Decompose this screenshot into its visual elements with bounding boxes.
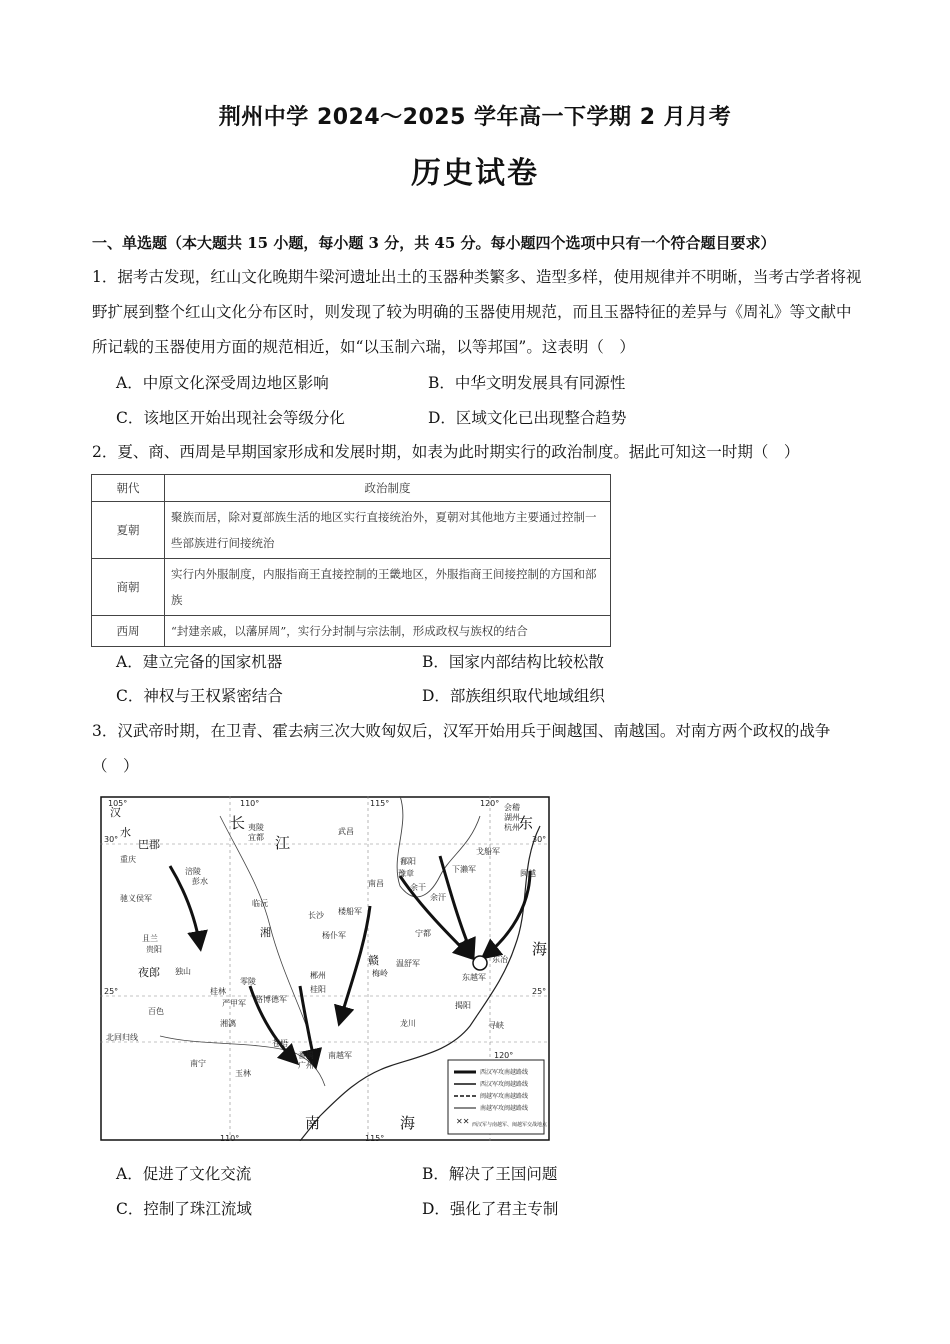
place-label: 桂阳 <box>310 985 326 994</box>
legend-label: 西汉军与南越军、闽越军交战地点 <box>472 1122 548 1128</box>
subject-title: 历史试卷 <box>411 156 539 191</box>
place-label: 重庆 <box>120 855 136 864</box>
q2-option-a[interactable]: A．建立完备的国家机器 <box>116 653 283 671</box>
region-label: 海 <box>532 940 548 958</box>
place-label: 东越军 <box>462 973 486 982</box>
coord-label: 105° <box>108 799 128 808</box>
table-row <box>92 559 611 616</box>
place-label: 苍梧 <box>272 1039 288 1048</box>
place-label: 临沅 <box>252 899 268 908</box>
place-label: 南昌 <box>368 879 384 888</box>
place-label: 东冶 <box>492 955 508 964</box>
question-2-stem: 2．夏、商、西周是早期国家形成和发展时期，如表为此时期实行的政治制度。据此可知这一时期（ ） <box>92 443 800 461</box>
place-label: 玉林 <box>235 1069 251 1078</box>
table-cell-system: 实行内外服制度，内服指商王直接控制的王畿地区，外服指商王间接控制的方国和部族 <box>165 559 611 616</box>
dongye-battle-marker <box>473 956 487 970</box>
region-label: 长 <box>230 814 246 832</box>
legend-label: 西汉军攻南越路线 <box>480 1069 529 1076</box>
place-label: 宜都 <box>248 833 264 842</box>
place-label: 南宁 <box>190 1059 206 1068</box>
coord-label: 120° <box>494 1051 514 1060</box>
place-label: 贵阳 <box>146 945 162 954</box>
place-label: 零陵 <box>240 977 256 986</box>
place-label: 桂林 <box>210 987 226 996</box>
political-system-table <box>91 474 611 647</box>
place-label: 余干 <box>410 883 426 892</box>
coord-label: 110° <box>220 1134 240 1141</box>
place-label: 彭水 <box>192 877 208 886</box>
coord-label: 25° <box>532 987 547 996</box>
place-label: 龙川 <box>400 1019 416 1028</box>
coord-label: 115° <box>370 799 390 808</box>
map-image <box>100 796 550 1141</box>
table-header-system: 政治制度 <box>165 475 611 502</box>
place-label: 北回归线 <box>106 1033 138 1042</box>
table-cell-dynasty: 西周 <box>92 616 165 647</box>
q1-option-c[interactable]: C．该地区开始出现社会等级分化 <box>116 409 345 427</box>
place-label: 驰义侯军 <box>120 894 152 903</box>
q1-option-d[interactable]: D．区域文化已出现整合趋势 <box>428 409 627 427</box>
table-row <box>92 502 611 559</box>
q2-option-c[interactable]: C．神权与王权紧密结合 <box>116 687 283 705</box>
place-label: 湘漓 <box>220 1019 236 1028</box>
place-label: 郴州 <box>310 971 326 980</box>
legend-label: 西汉军攻闽越路线 <box>480 1081 529 1088</box>
place-label: 会稽 <box>504 803 520 812</box>
q3-option-d[interactable]: D．强化了君主专制 <box>422 1200 559 1218</box>
table-cell-dynasty: 商朝 <box>92 559 165 616</box>
region-label: 江 <box>275 834 291 852</box>
han-southern-campaign-map <box>100 796 550 1141</box>
region-label: 湘 <box>260 926 271 939</box>
map-legend <box>448 1060 548 1134</box>
table-cell-system: 聚族而居，除对夏部族生活的地区实行直接统治外，夏朝对其他地方主要通过控制一些部族进行间接统治 <box>165 502 611 559</box>
table-row <box>92 616 611 647</box>
place-label: 宁都 <box>415 929 431 938</box>
place-label: 寻峡 <box>488 1021 504 1030</box>
region-label: 海 <box>400 1114 416 1132</box>
coord-label: 30° <box>532 835 547 844</box>
exam-title: 荆州中学 2024～2025 学年高一下学期 2 月月考 <box>218 105 732 130</box>
place-label: 湖州 <box>504 813 520 822</box>
place-label: 揭阳 <box>455 1001 471 1010</box>
place-label: 鄱阳 <box>400 857 416 866</box>
q3-option-c[interactable]: C．控制了珠江流域 <box>116 1200 252 1218</box>
region-label: 巴郡 <box>138 838 160 851</box>
place-label: 严甲军 <box>222 999 246 1008</box>
coord-label: 110° <box>240 799 260 808</box>
place-label: 楼船军 <box>338 907 362 916</box>
place-label: 南越军 <box>328 1051 352 1060</box>
place-label: 长沙 <box>308 911 324 920</box>
place-label: 杭州 <box>504 823 520 832</box>
question-1-stem: 1．据考古发现，红山文化晚期牛梁河遗址出土的玉器种类繁多、造型多样，使用规律并不明晰，当考古学者将视野扩展到整个红山文化分布区时，则发现了较为明确的玉器使用规范，而且玉器特征的差异与《周礼》等文献中所记载的玉器使用方面的规范相近，如“以玉制六瑞，以等邦国”。这表明（ ） <box>92 268 862 356</box>
place-label: 温舒军 <box>396 959 420 968</box>
place-label: 下濑军 <box>452 865 476 874</box>
place-label: 涪陵 <box>185 867 201 876</box>
section-heading: 一、单选题（本大题共 15 小题，每小题 3 分，共 45 分。每小题四个选项中只有一个符合题目要求） <box>92 234 776 252</box>
place-label: 戈船军 <box>476 847 500 856</box>
region-label: 汉 <box>110 806 121 819</box>
region-label: 东 <box>518 814 534 832</box>
region-label: 南 <box>305 1114 321 1132</box>
legend-cross-icon: ✕✕ <box>456 1117 470 1126</box>
q1-option-b[interactable]: B．中华文明发展具有同源性 <box>428 374 626 392</box>
place-label: 武昌 <box>338 827 354 836</box>
place-label: 梅岭 <box>372 969 388 978</box>
question-3-stem: 3．汉武帝时期，在卫青、霍去病三次大败匈奴后，汉军开始用兵于闽越国、南越国。对南方两个政权的战争（ ） <box>92 722 831 775</box>
coord-label: 30° <box>104 835 119 844</box>
place-label: 番禺 <box>298 1051 314 1060</box>
place-label: 豫章 <box>398 869 414 878</box>
place-label: 独山 <box>175 967 191 976</box>
table-header-row <box>92 475 611 502</box>
coord-label: 25° <box>104 987 119 996</box>
place-label: 广州 <box>298 1061 314 1070</box>
region-label: 赣 <box>368 954 379 967</box>
q2-option-b[interactable]: B．国家内部结构比较松散 <box>422 653 604 671</box>
legend-label: 南越军攻闽越路线 <box>480 1105 529 1112</box>
legend-label: 闽越军攻南越路线 <box>480 1093 529 1100</box>
place-label: 路博德军 <box>255 995 287 1004</box>
place-label: 闽越 <box>520 869 536 878</box>
region-label: 水 <box>120 826 131 839</box>
coord-label: 120° <box>480 799 500 808</box>
place-label: 余汗 <box>430 893 446 902</box>
table-cell-dynasty: 夏朝 <box>92 502 165 559</box>
coord-label: 115° <box>365 1134 385 1141</box>
q1-option-a[interactable]: A．中原文化深受周边地区影响 <box>116 374 329 392</box>
q3-option-b[interactable]: B．解决了王国问题 <box>422 1165 558 1183</box>
place-label: 杨仆军 <box>322 931 346 940</box>
region-label: 夜郎 <box>138 966 160 979</box>
table-cell-system: “封建亲戚，以藩屏周”，实行分封制与宗法制，形成政权与族权的结合 <box>165 616 611 647</box>
q3-option-a[interactable]: A．促进了文化交流 <box>116 1165 252 1183</box>
place-label: 夷陵 <box>248 823 264 832</box>
table-header-dynasty: 朝代 <box>92 475 165 502</box>
place-label: 百色 <box>148 1007 164 1016</box>
place-label: 且兰 <box>142 934 158 943</box>
q2-option-d[interactable]: D．部族组织取代地域组织 <box>422 687 605 705</box>
